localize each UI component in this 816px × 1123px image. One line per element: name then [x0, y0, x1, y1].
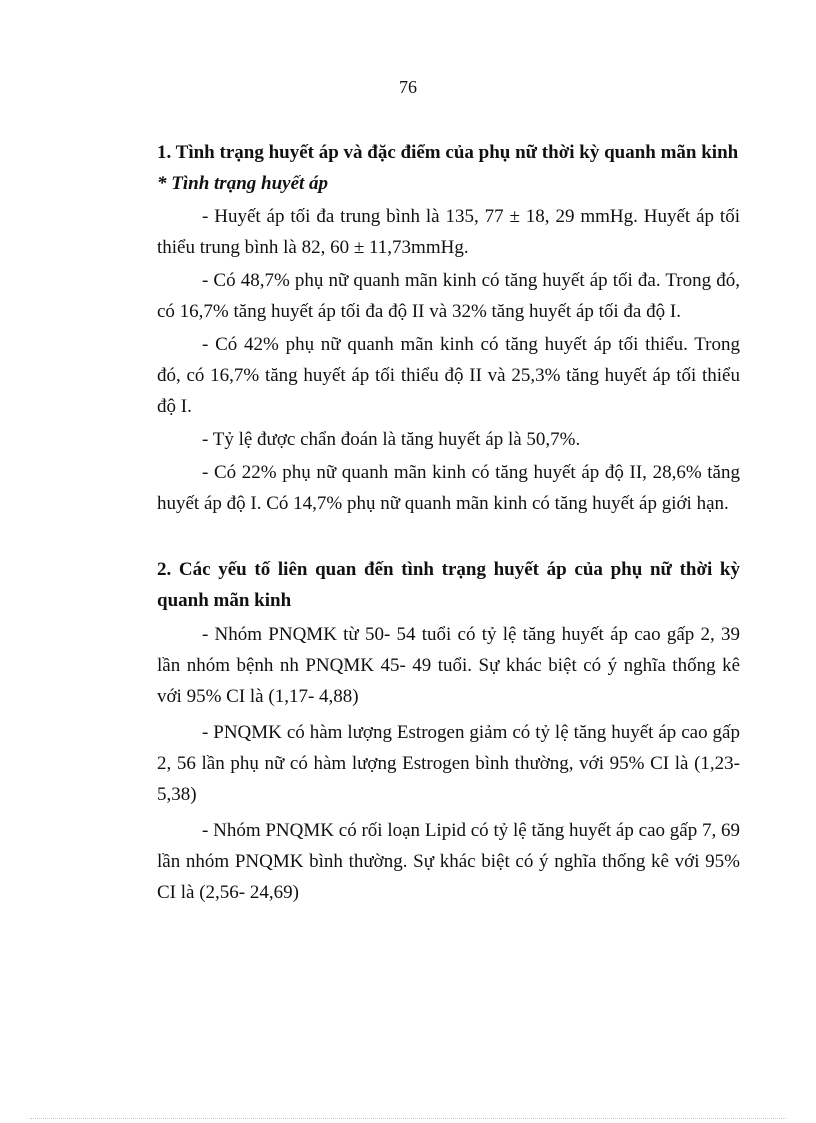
section-1-subheading: * Tình trạng huyết áp: [157, 173, 329, 194]
section-2-paragraph: - PNQMK có hàm lượng Estrogen giảm có tỷ lệ tăng huyết áp cao gấp 2, 56 lần phụ nữ có hàm lượng Estrogen bình thường, với 95% CI là (1,23- 5,38): [157, 722, 740, 805]
section-2-paragraph: - Nhóm PNQMK từ 50- 54 tuổi có tỷ lệ tăng huyết áp cao gấp 2, 39 lần nhóm bệnh nh PNQMK 45- 49 tuổi. Sự khác biệt có ý nghĩa thống kê với 95% CI là (1,17- 4,88): [157, 624, 740, 707]
section-2-paragraph: - Nhóm PNQMK có rối loạn Lipid có tỷ lệ tăng huyết áp cao gấp 7, 69 lần nhóm PNQMK bình thường. Sự khác biệt có ý nghĩa thống kê với 95% CI là (2,56- 24,69): [157, 820, 740, 903]
page-number: 76: [399, 77, 417, 97]
section-1-heading: 1. Tình trạng huyết áp và đặc điểm của phụ nữ thời kỳ quanh mãn kinh: [157, 142, 739, 163]
section-1-paragraph: - Có 22% phụ nữ quanh mãn kinh có tăng huyết áp độ II, 28,6% tăng huyết áp độ I. Có 14,7% phụ nữ quanh mãn kinh có tăng huyết áp giới hạn.: [157, 462, 740, 514]
section-1-paragraph: - Huyết áp tối đa trung bình là 135, 77 ± 18, 29 mmHg. Huyết áp tối thiểu trung bình là 82, 60 ± 11,73mmHg.: [157, 206, 740, 258]
section-2-heading: 2. Các yếu tố liên quan đến tình trạng huyết áp của phụ nữ thời kỳ quanh mãn kinh: [157, 559, 740, 611]
section-1-paragraph: - Có 48,7% phụ nữ quanh mãn kinh có tăng huyết áp tối đa. Trong đó, có 16,7% tăng huyết áp tối đa độ II và 32% tăng huyết áp tối đa độ I.: [157, 270, 740, 322]
document-body: [157, 137, 740, 908]
section-1-paragraph: - Tỷ lệ được chẩn đoán là tăng huyết áp là 50,7%.: [202, 429, 581, 450]
section-1-paragraph: - Có 42% phụ nữ quanh mãn kinh có tăng huyết áp tối thiểu. Trong đó, có 16,7% tăng huyết áp tối thiểu độ II và 25,3% tăng huyết áp tối thiểu độ I.: [157, 334, 740, 417]
page-bottom-divider: [30, 1118, 786, 1119]
